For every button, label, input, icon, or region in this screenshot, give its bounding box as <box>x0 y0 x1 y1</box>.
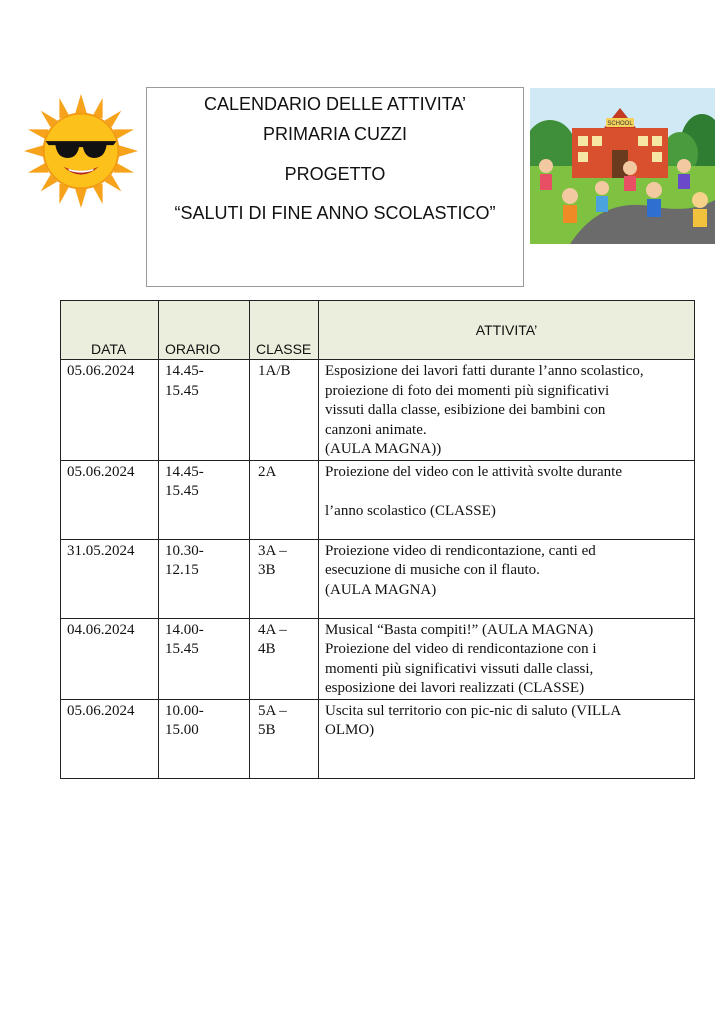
cell-orario: 10.00- 15.00 <box>159 699 250 778</box>
cell-classe: 2A <box>250 460 319 539</box>
table-row <box>61 539 695 618</box>
cell-classe: 4A – 4B <box>250 618 319 699</box>
school-sign: SCHOOL <box>607 121 633 127</box>
table-row <box>61 699 695 778</box>
table-row <box>61 618 695 699</box>
title-line-4: “SALUTI DI FINE ANNO SCOLASTICO” <box>174 203 496 223</box>
sun-sunglasses-image <box>22 92 140 210</box>
cell-attivita: Uscita sul territorio con pic-nic di saluto (VILLA OLMO) <box>319 699 695 778</box>
title-line-3: PROGETTO <box>284 164 386 184</box>
cell-orario: 14.00- 15.45 <box>159 618 250 699</box>
header-orario: ORARIO <box>159 301 250 360</box>
cell-data: 05.06.2024 <box>61 360 159 461</box>
header-classe: CLASSE <box>250 301 319 360</box>
title-box <box>146 87 524 287</box>
cell-attivita: Esposizione dei lavori fatti durante l’anno scolastico, proiezione di foto dei momenti più significativi vissuti dalla classe, esibizione dei bambini con canzoni animate. (AULA MAGNA)) <box>319 360 695 461</box>
school-children-image <box>530 88 715 244</box>
header-data: DATA <box>61 301 159 360</box>
cell-data: 05.06.2024 <box>61 699 159 778</box>
cell-data: 04.06.2024 <box>61 618 159 699</box>
title-line-2: PRIMARIA CUZZI <box>262 124 407 144</box>
cell-classe: 3A – 3B <box>250 539 319 618</box>
cell-data: 05.06.2024 <box>61 460 159 539</box>
table-row <box>61 360 695 461</box>
cell-classe: 1A/B <box>250 360 319 461</box>
header-attivita: ATTIVITA’ <box>319 301 695 360</box>
cell-attivita: Musical “Basta compiti!” (AULA MAGNA) Proiezione del video di rendicontazione con i momenti più significativi vissuti dalle classi, esposizione dei lavori realizzati (CLASSE) <box>319 618 695 699</box>
cell-attivita: Proiezione del video con le attività svolte durante l’anno scolastico (CLASSE) <box>319 460 695 539</box>
title-line-1: CALENDARIO DELLE ATTIVITA’ <box>203 94 467 114</box>
cell-orario: 14.45- 15.45 <box>159 360 250 461</box>
table-row <box>61 460 695 539</box>
cell-data: 31.05.2024 <box>61 539 159 618</box>
table-header-row <box>61 301 695 360</box>
cell-orario: 14.45- 15.45 <box>159 460 250 539</box>
cell-classe: 5A – 5B <box>250 699 319 778</box>
cell-attivita: Proiezione video di rendicontazione, canti ed esecuzione di musiche con il flauto. (AULA MAGNA) <box>319 539 695 618</box>
activity-calendar-table <box>60 300 695 779</box>
cell-orario: 10.30- 12.15 <box>159 539 250 618</box>
